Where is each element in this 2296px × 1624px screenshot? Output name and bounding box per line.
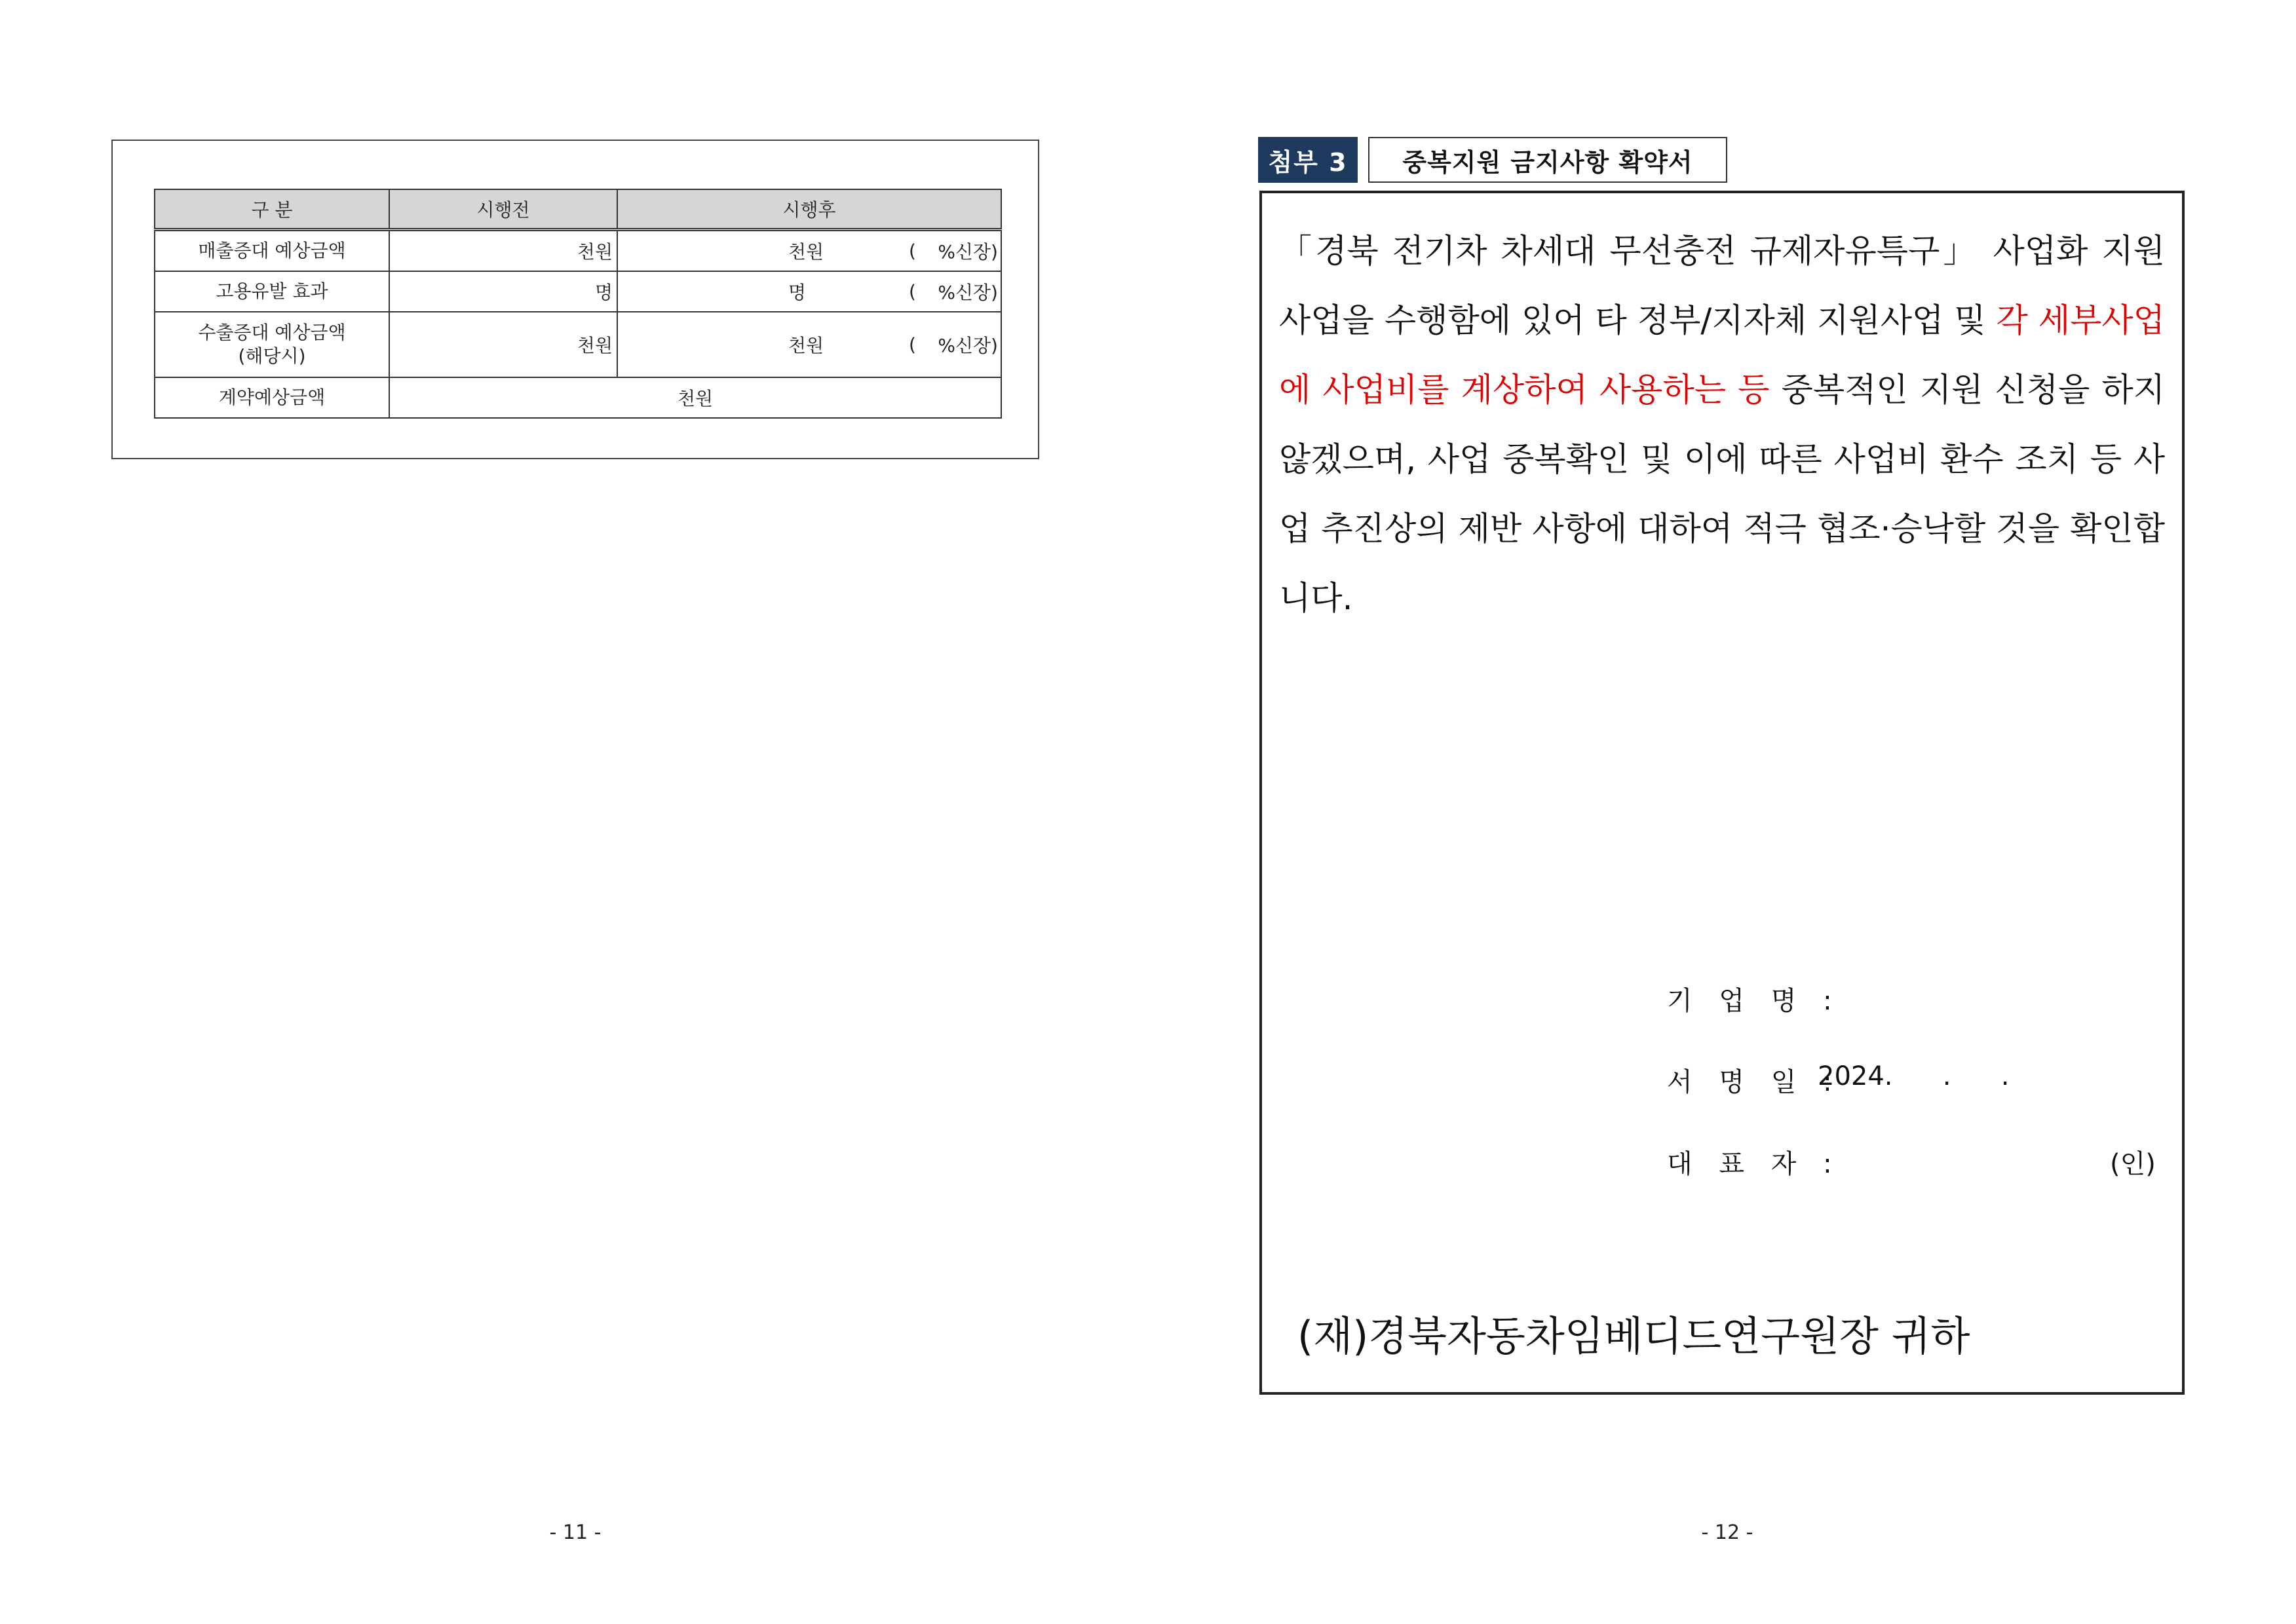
page-number-right: - 12 -	[1701, 1521, 1753, 1544]
row-after-pct: %신장)	[938, 241, 998, 263]
date-value: 2024. . .	[1818, 1061, 2010, 1091]
row-category-main: 수출증대 예상금액	[198, 322, 346, 343]
row-category-sub: (해당시)	[238, 345, 306, 367]
row-after-paren: (	[909, 280, 916, 303]
pledge-text-highlight: 각 세부사업에 사업비를 계상하여 사용하는 등	[1279, 301, 2165, 409]
addressee: (재)경북자동차임베디드연구원장 귀하	[1297, 1312, 1970, 1360]
row-after-cell	[617, 271, 1001, 312]
header-after: 시행후	[617, 189, 1001, 230]
row-before-unit: 천원	[389, 230, 617, 272]
row-after-pct: %신장)	[938, 282, 998, 303]
row-category: 고용유발 효과	[155, 271, 389, 312]
row-after-unit: 천원	[788, 335, 824, 356]
row-after-unit: 명	[788, 282, 807, 303]
pledge-text-part1: 「경북 전기차 차세대 무선충전 규제자유특구」 사업화 지원사업을 수행함에 있어 타 정부/지자체 지원사업 및	[1279, 232, 2165, 339]
page-number-left: - 11 -	[549, 1521, 602, 1544]
row-after-cell	[617, 312, 1001, 377]
table-header-row	[155, 189, 1001, 230]
pledge-text	[1279, 216, 2165, 633]
row-after-cell	[617, 230, 1001, 272]
table-row-contract	[155, 377, 1001, 418]
row-category: 매출증대 예상금액	[155, 230, 389, 272]
date-label: 서 명 일 :	[1667, 1067, 1841, 1097]
row-contract-unit: 천원	[389, 377, 1001, 418]
representative-label: 대 표 자 :	[1667, 1149, 1841, 1179]
company-label: 기 업 명 :	[1667, 986, 1841, 1016]
header-before: 시행전	[389, 189, 617, 230]
table-row	[155, 230, 1001, 272]
table-row	[155, 271, 1001, 312]
header-category: 구 분	[155, 189, 389, 230]
row-after-paren: (	[909, 240, 916, 262]
row-before-unit: 명	[389, 271, 617, 312]
estimate-table	[154, 189, 1002, 419]
row-after-pct: %신장)	[938, 335, 998, 356]
signature-company	[1667, 980, 1841, 1017]
pledge-text-part3: 중복적인 지원 신청을 하지 않겠으며, 사업 중복확인 및 이에 따른 사업비 환수 조치 등 사업 추진상의 제반 사항에 대하여 적극 협조·승낙할 것을 확인합니다.	[1279, 371, 2165, 617]
signature-representative	[1667, 1143, 1841, 1180]
seal-mark: (인)	[2110, 1149, 2156, 1179]
attachment-badge: 첨부 3	[1258, 137, 1358, 183]
row-after-unit: 천원	[788, 241, 824, 263]
row-category	[155, 312, 389, 377]
signature-date	[1667, 1061, 2010, 1099]
row-category: 계약예상금액	[155, 377, 389, 418]
table-row	[155, 312, 1001, 377]
row-after-paren: (	[909, 333, 916, 356]
row-before-unit: 천원	[389, 312, 617, 377]
attachment-title: 중복지원 금지사항 확약서	[1368, 137, 1727, 183]
